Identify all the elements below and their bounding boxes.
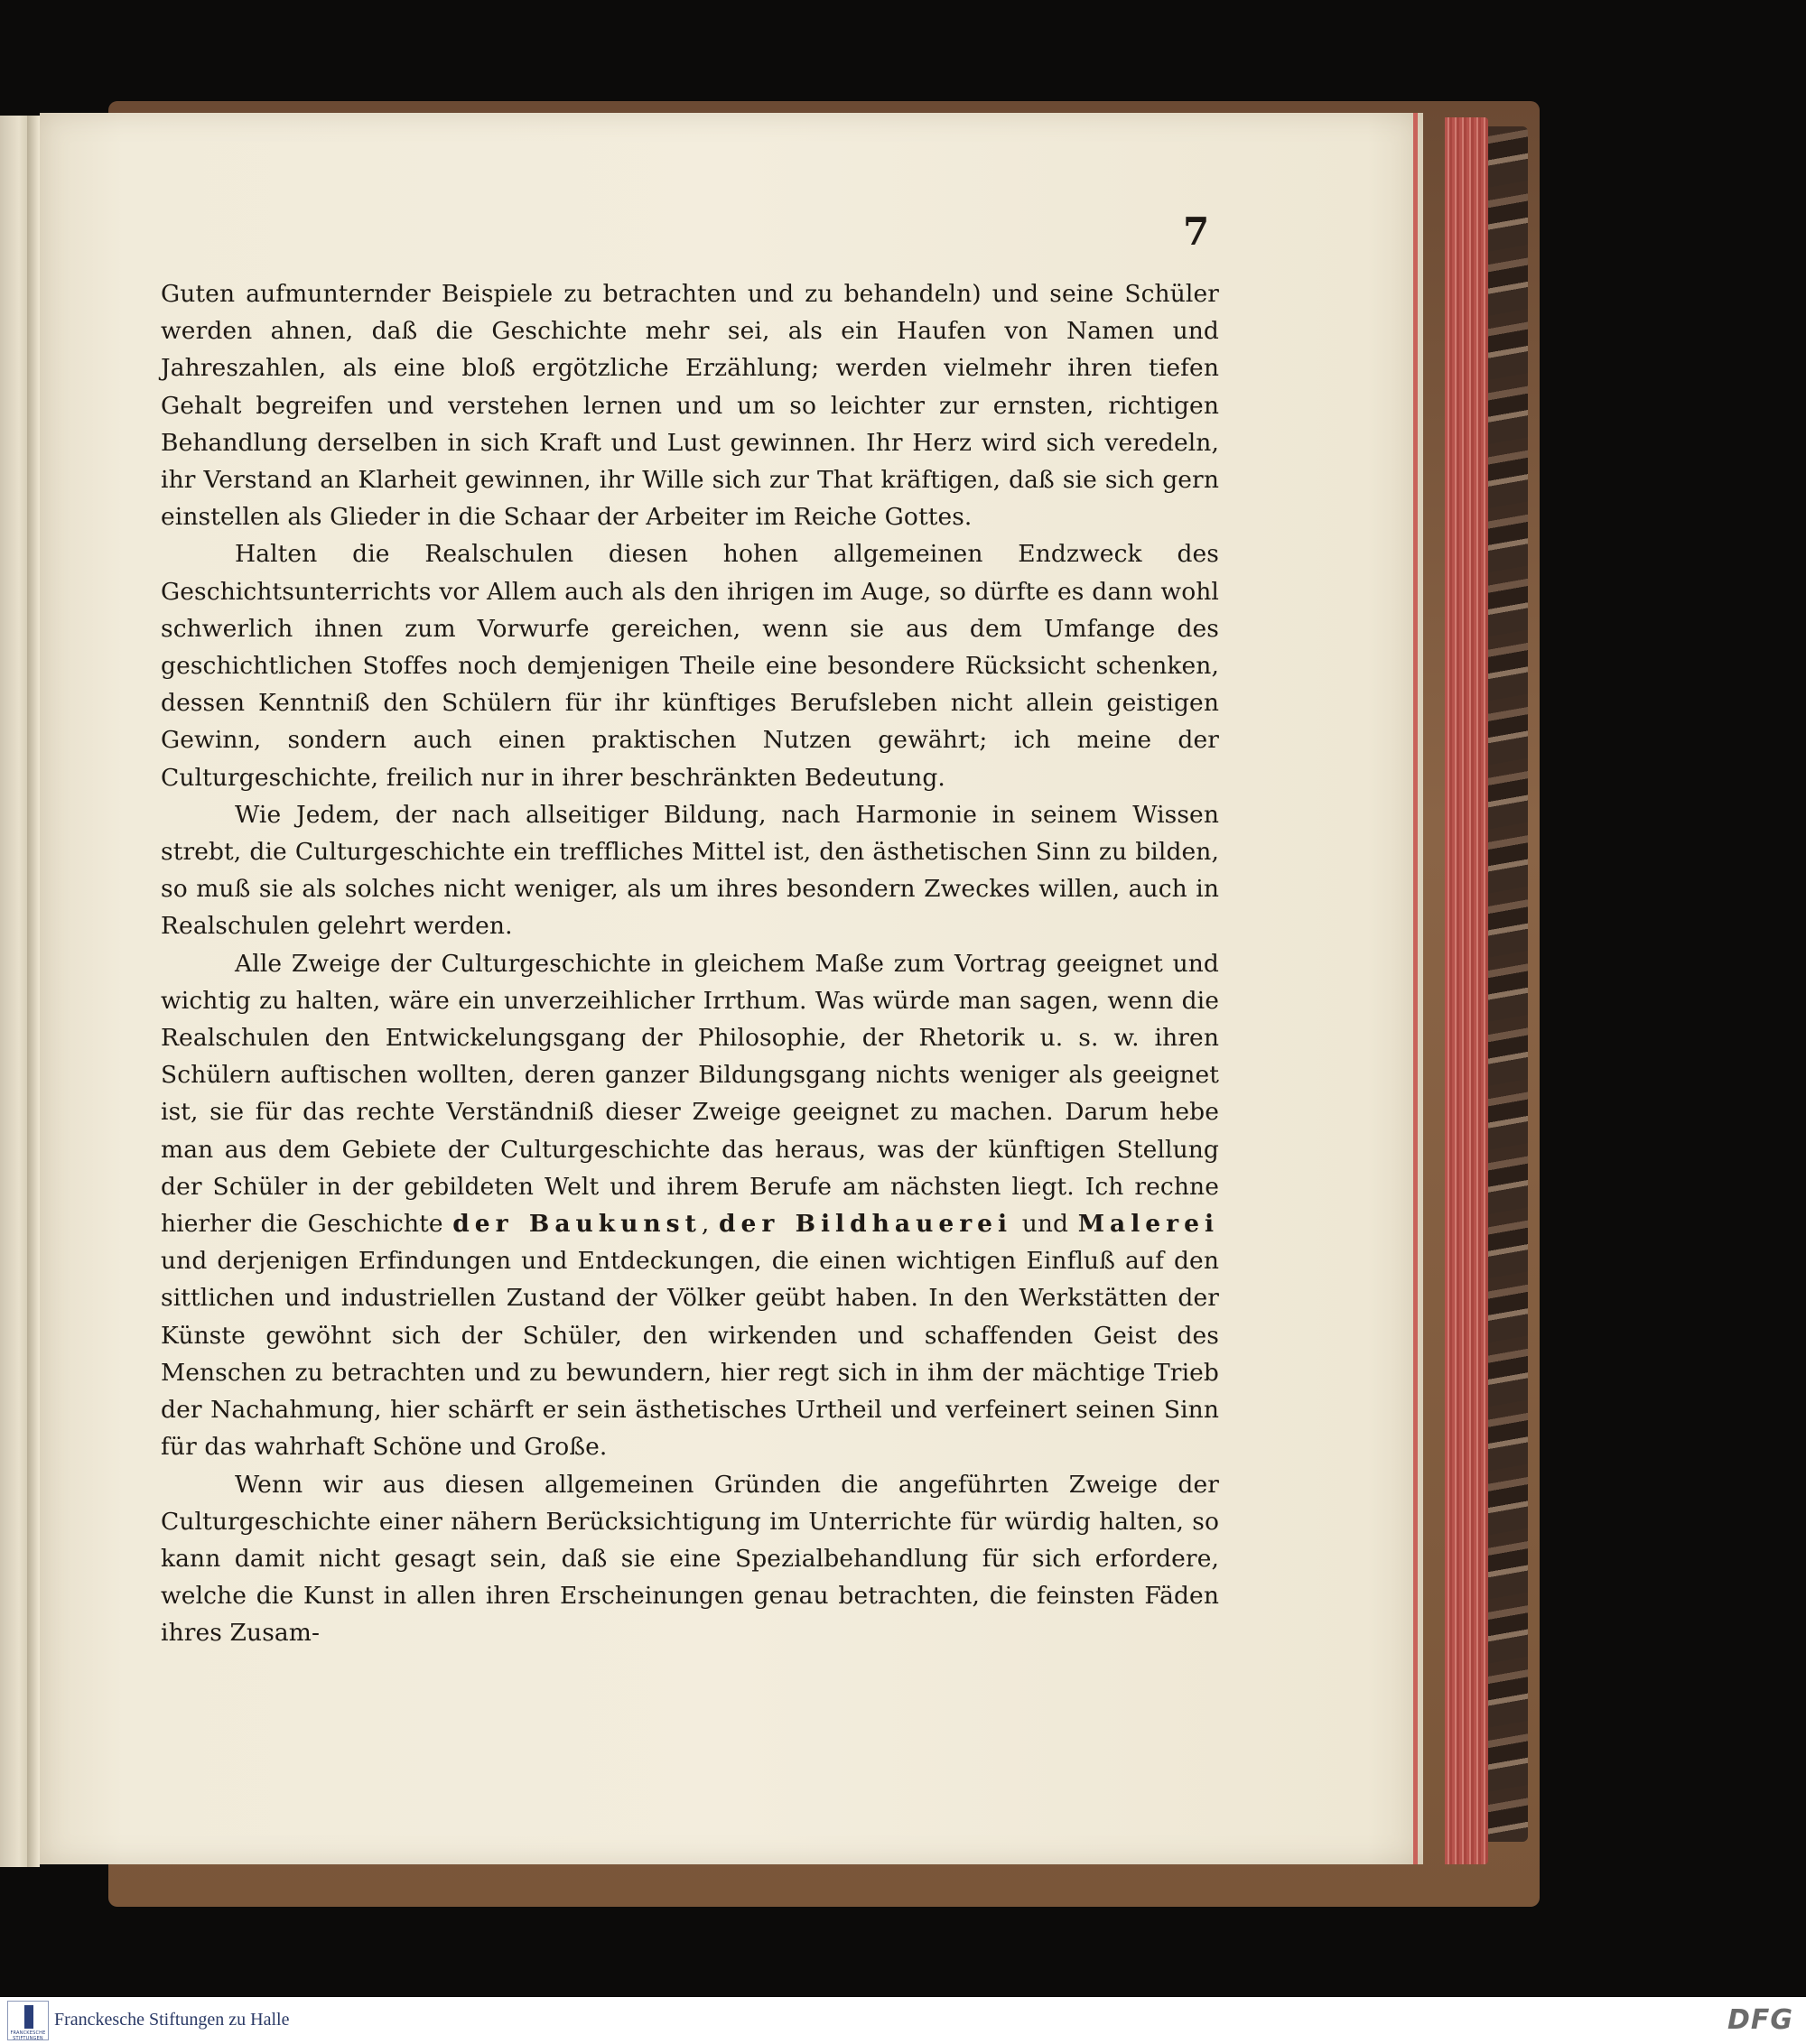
paragraph-4 <box>161 945 1219 1466</box>
gutter-shadow <box>27 116 40 1867</box>
institution-logo[interactable] <box>7 2001 49 2040</box>
dfg-logo[interactable]: DFG <box>1727 2004 1793 2036</box>
left-page-fragment <box>0 116 27 1867</box>
viewer-footer <box>0 1997 1806 2044</box>
page-block-edges <box>1445 117 1488 1864</box>
paragraph-4-before: Alle Zweige der Culturgeschichte in gleichem Maße zum Vortrag geeignet und wichtig zu halten, wäre ein unverzeihlicher Irrthum. Was würde man sagen, wenn die Realschulen den Entwickelungsgang der Philosophie, der Rhetorik u. s. w. ihren Schülern auftischen wollten, deren ganzer Bildungsgang nichts weniger als geeignet ist, sie für das rechte Verständniß dieser Zweige geeignet zu machen. Darum hebe man aus dem Gebiete der Culturgeschichte das heraus, was der künftigen Stellung der Schüler in der gebildeten Welt und ihrem Berufe am nächsten liegt. Ich rechne hierher die Geschichte <box>161 949 1219 1239</box>
paragraph-5: Wenn wir aus diesen allgemeinen Gründen die angeführten Zweige der Culturgeschichte einer nähern Berücksichtigung im Unterrichte für würdig halten, so kann damit nicht gesagt sein, daß sie eine Spezialbehandlung für sich erfordere, welche die Kunst in allen ihren Erscheinungen genau betrachten, die feinsten Fäden ihres Zusam- <box>161 1470 1219 1648</box>
paragraph-4-after: und derjenigen Erfindungen und Entdeckungen, die einen wichtigen Einfluß auf den sittlichen und industriellen Zustand der Völker geübt haben. In den Werkstätten der Künste gewöhnt sich der Schüler, den wirkenden und schaffenden Geist des Menschen zu betrachten und zu bewundern, hier regt sich in ihm der mächtige Trieb der Nachahmung, hier schärft er sein ästhetisches Urtheil und verfeinert seinen Sinn für das wahrhaft Schöne und Große. <box>161 1247 1219 1462</box>
page-number: 7 <box>1183 209 1210 254</box>
institution-name[interactable]: Franckesche Stiftungen zu Halle <box>54 2010 290 2030</box>
logo-mark-icon <box>24 2005 33 2029</box>
page-text <box>161 275 1219 1652</box>
paragraph-1: Guten aufmunternder Beispiele zu betrachten und zu behandeln) und seine Schüler werden ahnen, daß die Geschichte mehr sei, als ein Haufen von Namen und Jahreszahlen, als eine bloß ergötzliche Erzählung; werden vielmehr ihren tiefen Gehalt begreifen und verstehen lernen und um so leichter zur ernsten, richtigen Behandlung derselben in sich Kraft und Lust gewinnen. Ihr Herz wird sich veredeln, ihr Verstand an Klarheit gewinnen, ihr Wille sich zur That kräftigen, daß sie sich gern einstellen als Glieder in die Schaar der Arbeiter im Reiche Gottes. <box>161 280 1219 532</box>
emphasis-bildhauerei: der Bildhauerei <box>718 1210 1013 1239</box>
emphasis-malerei: Malerei <box>1077 1210 1220 1239</box>
page-edge-rule <box>1413 113 1418 1864</box>
logo-label: FRANCKESCHE STIFTUNGEN <box>10 2030 46 2041</box>
paragraph-2: Halten die Realschulen diesen hohen allgemeinen Endzweck des Geschichtsunterrichts vor Allem auch als den ihrigen im Auge, so dürfte es dann wohl schwerlich ihnen zum Vorwurfe gereichen, wenn sie aus dem Umfange des geschichtlichen Stoffes noch demjenigen Theile eine besondere Rücksicht schenken, dessen Kenntniß den Schülern für ihr künftiges Berufsleben nicht allein geistigen Gewinn, sondern auch einen praktischen Nutzen gewährt; ich meine der Culturgeschichte, freilich nur in ihrer beschränkten Bedeutung. <box>161 540 1219 792</box>
paragraph-3: Wie Jedem, der nach allseitiger Bildung, nach Harmonie in seinem Wissen strebt, die Culturgeschichte ein treffliches Mittel ist, den ästhetischen Sinn zu bilden, so muß sie als solches nicht weniger, als um ihres besondern Zweckes willen, auch in Realschulen gelehrt werden. <box>161 800 1219 941</box>
paragraph-4-mid2: und <box>1012 1210 1078 1239</box>
paragraph-4-mid1: , <box>701 1210 719 1239</box>
emphasis-baukunst: der Baukunst <box>452 1210 702 1239</box>
